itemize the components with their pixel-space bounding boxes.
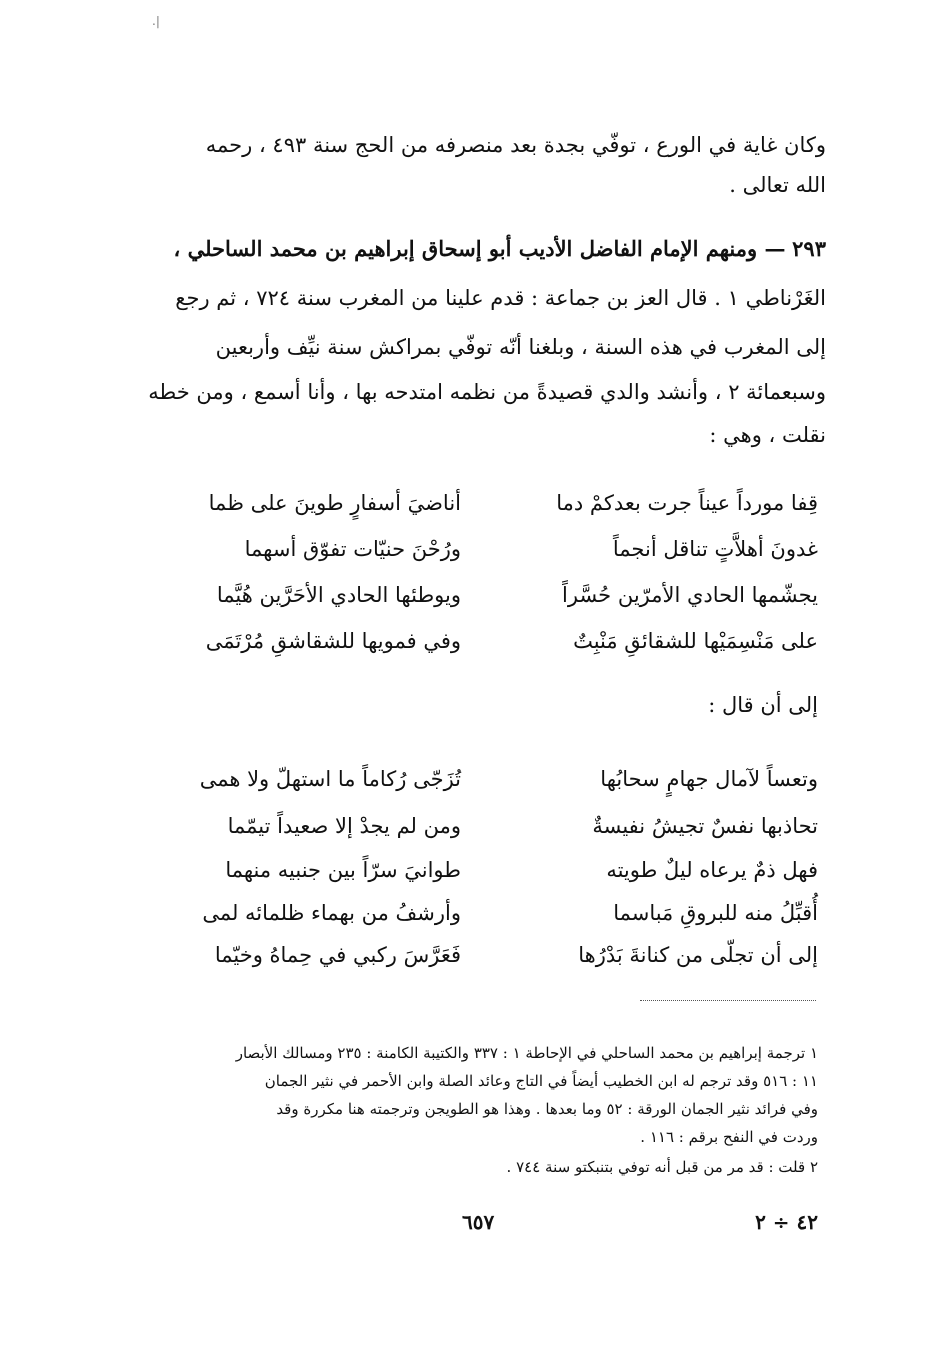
entry-number: ٢٩٣ [792,236,826,261]
top-margin-mark: .| [152,14,160,28]
poem1-verse-1-right: قِفا مورداً عيناً جرت بعدكمْ دما [556,491,818,515]
footnote-line-3: وفي فرائد نثير الجمان الورقة : ٥٢ وما بعدها . وهذا هو الطويجن وترجمته هنا مكررة وقد [276,1100,818,1118]
poem1-verse-3-right: يجشّمها الحادي الأمرّين حُسَّراً [562,583,818,607]
poem2-verse-3-right: فهل ذمٌ يرعاه ليلٌ طويته [606,858,818,882]
entry-line-4: نقلت ، وهي : [709,423,826,447]
transition-line: إلى أن قال : [708,693,818,717]
poem1-verse-3-left: ويوطئها الحادي الأحَرَّين هُيَّما [216,583,461,607]
poem1-verse-4-left: وفي فمويها للشقاشقِ مُرْتَمَى [205,629,461,653]
poem2-verse-3-left: طوانيَ سرّاً بين جنبيه منهما [225,858,461,882]
footnote-line-5: ٢ قلت : قد مر من قبل أنه توفي بتنبكتو سنة ٧٤٤ . [506,1158,818,1176]
entry-line-2: إلى المغرب في هذه السنة ، وبلغنا أنّه توفّي بمراكش سنة نيِّف وأربعين [215,335,826,359]
page-number: ٦٥٧ [462,1210,495,1234]
poem1-verse-4-right: على مَنْسِمَيْها للشقائقِ مَنْبِتٌ [573,629,818,653]
entry-line-3: وسبعمائة ٢ ، وأنشد والدي قصيدةً من نظمه امتدحه بها ، وأنا أسمع ، ومن خطه [148,380,826,404]
footnote-line-4: وردت في النفح برقم : ١١٦ . [640,1128,818,1146]
signature-mark: ٤٢ ÷ ٢ [755,1210,818,1234]
poem1-verse-2-right: غدونَ أهلاَّتٍ تناقل أنجماً [612,537,818,561]
poem1-verse-1-left: أناضيَ أسفارٍ طوينَ على ظما [208,491,461,515]
poem2-verse-2-left: ومن لم يجدْ إلا صعيداً تيمّما [227,814,461,838]
poem2-verse-4-left: وأرشفُ من بهماء ظلمائه لمى [202,901,461,925]
entry-heading: — ومنهم الإمام الفاضل الأديب أبو إسحاق إبراهيم بن محمد الساحلي ، [173,236,786,261]
entry-heading-line [174,234,826,264]
poem2-verse-4-right: أُقبِّلُ منه للبروقِ مَباسما [613,901,818,925]
poem2-verse-1-right: وتعساً لآمال جهامٍ سحابُها [600,767,818,791]
poem2-verse-5-left: فَعَرَّسَ ركبي في حِماهُ وخيّما [214,943,461,967]
footnote-line-2: ١١ : ٥١٦ وقد ترجم له ابن الخطيب أيضاً في التاج وعائد الصلة وابن الأحمر في نثير الجمان [264,1072,818,1090]
intro-line-1: وكان غاية في الورع ، توفّي بجدة بعد منصرفه من الحج سنة ٤٩٣ ، رحمه [205,133,826,157]
poem2-verse-5-right: إلى أن تجلّى من كنانةَ بَدْرُها [578,943,818,967]
poem2-verse-1-left: تُزَجّى رُكاماً ما استهلّ ولا همى [199,767,461,791]
intro-line-2: الله تعالى . [729,173,826,197]
poem1-verse-2-left: ورُحْنَ حنيّات تفوّق أسهما [244,537,461,561]
poem2-verse-2-right: تحاذبها نفسٌ تجيشُ نفيسةٌ [592,814,818,838]
footnote-separator [640,1000,816,1001]
footnote-line-1: ١ ترجمة إبراهيم بن محمد الساحلي في الإحاطة ١ : ٣٣٧ والكتيبة الكامنة : ٢٣٥ ومسالك الأبصار [235,1044,818,1062]
entry-line-1: الغَرْناطي ١ . قال العز بن جماعة : قدم علينا من المغرب سنة ٧٢٤ ، ثم رجع [175,286,826,310]
